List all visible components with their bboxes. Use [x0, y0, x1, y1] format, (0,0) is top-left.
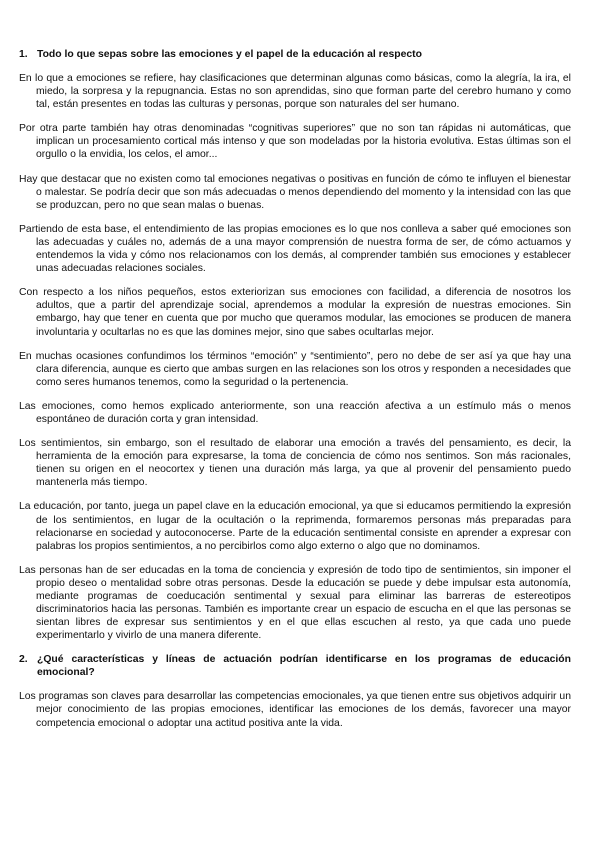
- section-title: ¿Qué características y líneas de actuación podrían identificarse en los programas de educación emocional?: [37, 654, 571, 679]
- paragraph: Por otra parte también hay otras denominadas “cognitivas superiores” que no son tan rápidas ni automáticas, que implican un procesamiento cortical más intenso y que son modeladas por la historia evolutiva. Estas últimas son el orgullo o la envidia, los celos, el amor...: [19, 123, 571, 161]
- paragraph: La educación, por tanto, juega un papel clave en la educación emocional, ya que si educamos permitiendo la expresión de los sentimientos, en lugar de la ocultación o la reprimenda, formaremos personas más preparadas para relacionarse en sociedad y autoconocerse. Parte de la educación sentimental consiste en aprender a expresar con palabras los propios sentimientos, a no percibirlos como algo externo o algo que no dominamos.: [19, 501, 571, 552]
- paragraph: Los sentimientos, sin embargo, son el resultado de elaborar una emoción a través del pensamiento, es decir, la herramienta de la emoción para expresarse, la toma de conciencia de cómo nos sentimos. Son más racionales, tienen su origen en el neocortex y tienen una duración más larga, ya que al provenir del pensamiento puedo mantenerla más tiempo.: [19, 438, 571, 489]
- paragraph: Los programas son claves para desarrollar las competencias emocionales, ya que tienen entre sus objetivos adquirir un mejor conocimiento de las propias emociones, identificar las emociones de los demás, favorecer una mayor competencia emocional o adoptar una actitud positiva ante la vida.: [19, 691, 571, 729]
- section-number: 1.: [19, 49, 28, 60]
- paragraph: Partiendo de esta base, el entendimiento de las propias emociones es lo que nos conlleva a saber qué emociones son las adecuadas y cuáles no, además de a una mayor comprensión de nuestra forma de ser, de cómo actuamos y entendemos la vida y cómo nos relacionamos con los demás, al comprender también sus emociones y establecer unas adecuadas relaciones sociales.: [19, 223, 571, 275]
- paragraph: Las personas han de ser educadas en la toma de conciencia y expresión de todo tipo de sentimientos, sin imponer el propio deseo o mentalidad sobre otras personas. Desde la educación se puede y debe impulsar esta autonomía, mediante programas de coeducación sentimental y sexual para eliminar las barreras de estereotipos discriminatorios hacia las personas. También es importante crear un espacio de escucha en el que las personas se sientan libres de expresar sus sentimientos y en el que ellas escuchen al resto, ya que cada uno puede experimentarlo y vivirlo de una manera diferente.: [19, 564, 571, 642]
- paragraph: Hay que destacar que no existen como tal emociones negativas o positivas en función de cómo te influyen el bienestar o malestar. Se podría decir que son más adecuadas o menos dependiendo del momento y la intensidad con las que se produzcan, pero no que sean malas o buenas.: [19, 173, 571, 211]
- section-1-heading: [19, 48, 571, 61]
- document-body: [19, 48, 571, 741]
- paragraph: Las emociones, como hemos explicado anteriormente, son una reacción afectiva a un estímulo más o menos espontáneo de duración corta y gran intensidad.: [19, 400, 571, 425]
- paragraph: Con respecto a los niños pequeños, estos exteriorizan sus emociones con facilidad, a diferencia de nosotros los adultos, que a partir del aprendizaje social, aprendemos a modular la expresión de nuestras emociones. Sin embargo, hay que tener en cuenta que por mucho que queramos modular, las emociones se producen de manera involuntaria y ocultarlas no es que las domines mejor, sino que sabes ocultarlas mejor.: [19, 287, 571, 338]
- paragraph: En lo que a emociones se refiere, hay clasificaciones que determinan algunas como básicas, como la alegría, la ira, el miedo, la sorpresa y la repugnancia. Estas no son aprendidas, sino que forman parte del cerebro humano y como tal, están presentes en todas las culturas y personas, porque son naturales del ser humano.: [19, 73, 571, 111]
- section-number: 2.: [19, 654, 28, 666]
- section-title: Todo lo que sepas sobre las emociones y el papel de la educación al respecto: [37, 49, 422, 60]
- section-2-heading: [19, 653, 571, 679]
- paragraph: En muchas ocasiones confundimos los términos “emoción” y “sentimiento”, pero no debe de ser así ya que hay una clara diferencia, aunque es cierto que ambas surgen en las relaciones son los otros y responden a necesidades que como seres humanos tenemos, como la seguridad o la pertenencia.: [19, 350, 571, 388]
